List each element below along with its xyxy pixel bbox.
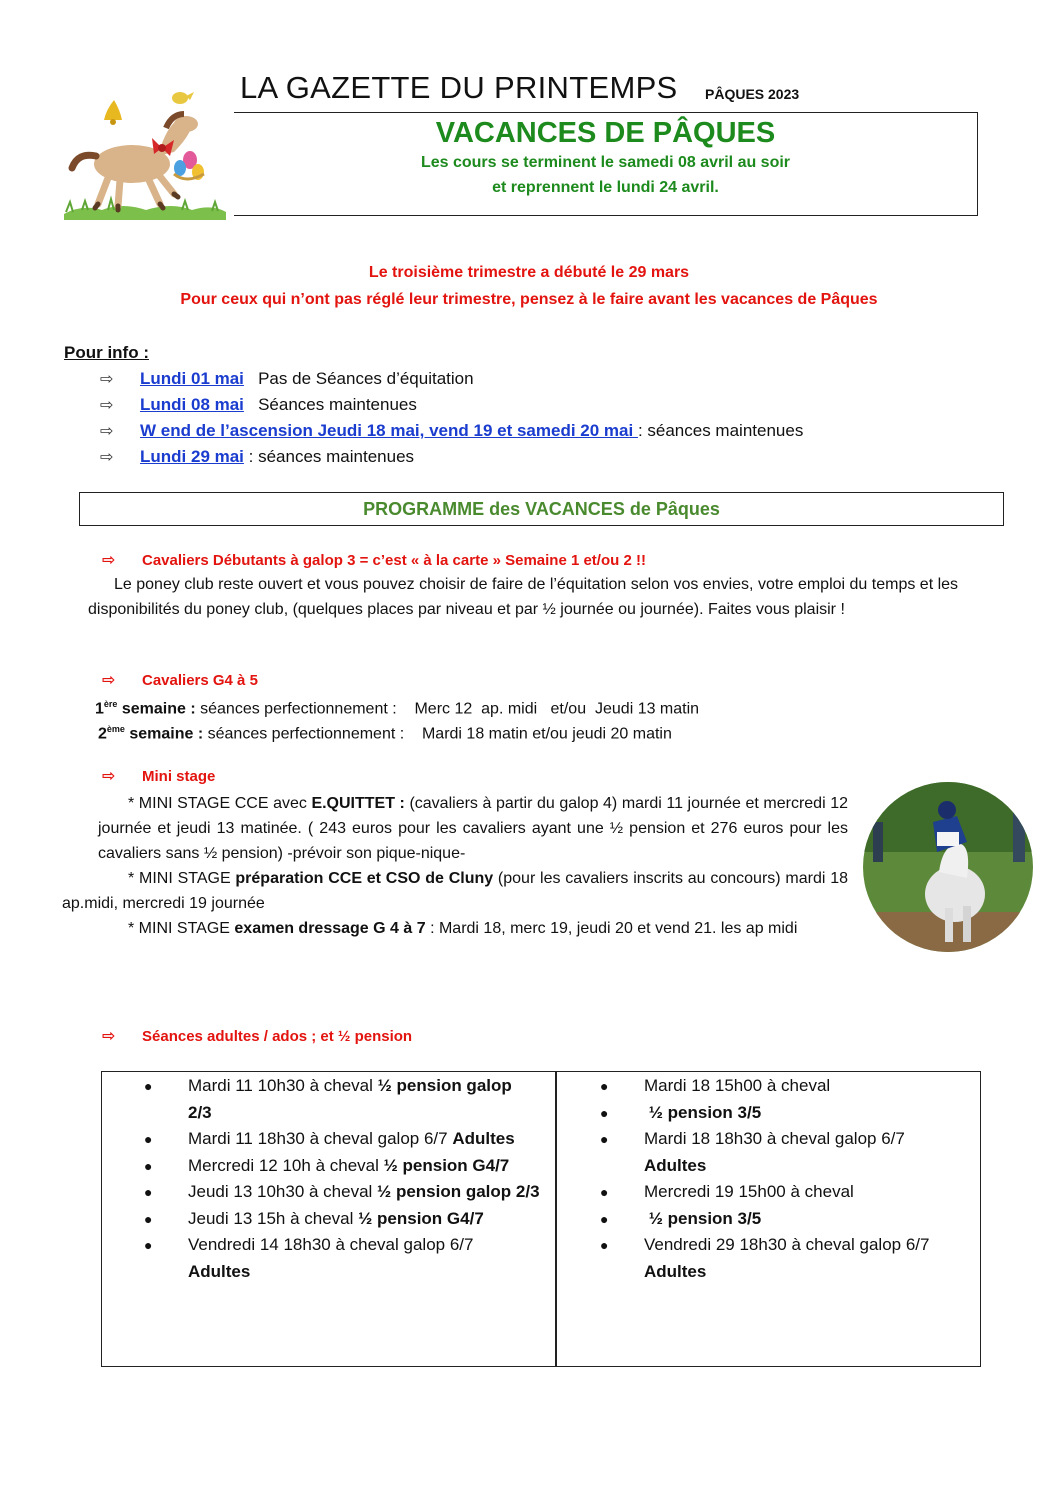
vacances-resume-line: et reprennent le lundi 24 avril. [492,179,719,196]
info-item [100,392,417,418]
info-date-link[interactable]: Lundi 01 mai [140,369,244,388]
ministage-cce: * MINI STAGE CCE avec E.QUITTET : (cavaliers à partir du galop 4) mardi 11 journée et mercredi 12 journée et jeudi 13 matinée. ( 243 euros pour les cavaliers ayant une ½ pension et 276 euros pour les cavaliers sans ½ pension) -prévoir son pique-nique- [98,795,848,862]
arrow-right-icon: ⇨ [100,371,114,388]
info-heading: Pour info : [64,343,149,362]
schedule-item: ● Jeudi 13 10h30 à cheval ½ pension galop 2/3 [140,1179,540,1206]
arrow-right-icon: ⇨ [102,672,116,689]
arrow-right-icon: ⇨ [102,768,116,785]
schedule-item: ● Jeudi 13 15h à cheval ½ pension G4/7 [140,1206,540,1233]
info-item [100,444,414,470]
bullet-icon: ● [600,1184,609,1200]
schedule-item: ● Mardi 18 15h00 à cheval [596,1073,966,1100]
gazette-edition: PÂQUES 2023 [705,86,800,102]
bullet-icon: ● [144,1157,153,1174]
programme-title: PROGRAMME des VACANCES de Pâques [79,492,1004,526]
arrow-right-icon: ⇨ [102,1028,116,1045]
info-item-text: : séances maintenues [243,447,415,466]
schedule-item: ● ½ pension 3/5 [596,1100,966,1127]
schedule-item: ● Mardi 11 10h30 à cheval ½ pension galop 2/3 [140,1073,540,1126]
ministage-heading [102,765,215,789]
week1-text: séances perfectionnement : Merc 12 ap. midi et/ou Jeudi 13 matin [200,700,700,718]
info-item-text: : séances maintenues [637,421,804,440]
week1-ordinal: ère [103,699,118,709]
easter-pony-illustration [62,86,230,222]
info-item [100,418,803,444]
week2-text: séances perfectionnement : Mardi 18 matin et/ou jeudi 20 matin [207,725,672,743]
table-divider [555,1071,557,1367]
vacances-end-line: Les cours se terminent le samedi 08 avril au soir [420,154,791,171]
vacances-box [234,112,978,216]
g4-heading-text: Cavaliers G4 à 5 [142,672,258,689]
arrow-right-icon: ⇨ [102,552,116,569]
bullet-icon: ● [144,1237,153,1253]
adultes-heading-text: Séances adultes / ados ; et ½ pension [142,1028,413,1045]
bullet-icon: ● [144,1131,153,1147]
ministage-text [62,791,848,941]
schedule-item: ● Mardi 11 18h30 à cheval galop 6/7 Adultes [140,1126,540,1153]
info-item-text: Pas de Séances d’équitation [243,369,474,388]
week1-number: 1 [95,700,104,718]
bullet-icon: ● [144,1184,153,1200]
info-date-link[interactable]: Lundi 29 mai [140,447,244,466]
week2-label: semaine : [124,725,208,743]
bullet-icon: ● [600,1104,609,1121]
schedule-item: ● Vendredi 29 18h30 à cheval galop 6/7 Adultes [596,1232,966,1285]
vacances-title: VACANCES DE PÂQUES [435,117,776,149]
schedule-item: ● Mercredi 12 10h à cheval ½ pension G4/7 [140,1153,540,1180]
week2-number: 2 [98,725,107,743]
bullet-icon: ● [600,1210,609,1227]
bullet-icon: ● [600,1131,609,1147]
bullet-icon: ● [600,1237,609,1253]
arrow-right-icon: ⇨ [100,423,114,440]
week2-ordinal: ème [106,724,125,734]
ministage-heading-text: Mini stage [142,768,216,785]
schedule-column-week1 [140,1073,540,1285]
schedule-item: ● Vendredi 14 18h30 à cheval galop 6/7 Adultes [140,1232,540,1285]
schedule-item: ● Mardi 18 18h30 à cheval galop 6/7 Adultes [596,1126,966,1179]
schedule-item: ● ½ pension 3/5 [596,1206,966,1233]
debutants-text: Le poney club reste ouvert et vous pouvez choisir de faire de l’équitation selon vos envies, votre emploi du temps et les disponibilités du poney club, (quelques places par niveau et par ½ journée ou journée). Faites vous plaisir ! [88,576,959,618]
g4-heading [102,669,258,693]
info-date-link[interactable]: W end de l’ascension Jeudi 18 mai, vend 19 et samedi 20 mai [140,421,638,440]
info-item [100,366,474,392]
arrow-right-icon: ⇨ [100,397,114,414]
week1-label: semaine : [117,700,201,718]
trimestre-notice: Le troisième trimestre a débuté le 29 mars [368,264,690,281]
debutants-heading-text: Cavaliers Débutants à galop 3 = c’est « à la carte » Semaine 1 et/ou 2 !! [142,552,646,569]
arrow-right-icon: ⇨ [100,449,114,466]
info-item-text: Séances maintenues [243,395,417,414]
ministage-dressage: * MINI STAGE examen dressage G 4 à 7 : Mardi 18, merc 19, jeudi 20 et vend 21. les ap midi [128,920,798,937]
info-date-link[interactable]: Lundi 08 mai [140,395,244,414]
week1-line [95,692,699,717]
debutants-heading [102,549,646,573]
bullet-icon: ● [144,1078,153,1094]
payment-reminder: Pour ceux qui n’ont pas réglé leur trimestre, pensez à le faire avant les vacances de Pâques [180,291,878,308]
rider-photo [863,782,1033,952]
adultes-heading [102,1025,412,1049]
week2-line [98,717,672,742]
schedule-column-week2 [596,1073,966,1285]
ministage-cluny: * MINI STAGE préparation CCE et CSO de Cluny (pour les cavaliers inscrits au concours) mardi 18 ap.midi, mercredi 19 journée [62,870,848,912]
bullet-icon: ● [600,1078,609,1094]
gazette-title: LA GAZETTE DU PRINTEMPS [240,70,678,105]
bullet-icon: ● [144,1210,153,1227]
schedule-item: ● Mercredi 19 15h00 à cheval [596,1179,966,1206]
